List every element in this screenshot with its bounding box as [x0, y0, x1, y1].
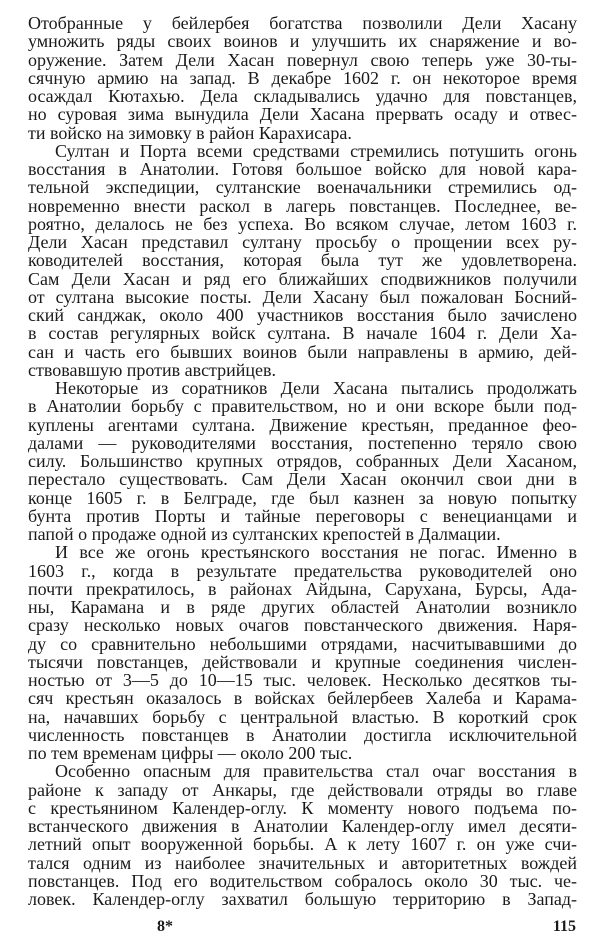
text-line: папой о продаже одной из султанских крепостей в Далмации. — [28, 524, 501, 544]
text-line: сан и часть его бывших воинов были направлены в армию, дей- — [28, 341, 577, 362]
text-line: умножить ряды своих воинов и улучшить их снаряжение и во- — [28, 31, 577, 52]
text-line: тысячи повстанцев, действовали и крупные соединения числен- — [28, 651, 577, 672]
text-line: Отобранные у бейлербея богатства позволили Дели Хасану — [28, 13, 577, 33]
text-line: тельной экспедиции, султанские военачальники стремились од- — [28, 177, 577, 198]
text-line: ны, Карамана и в ряде других областей Анатолии возникло — [28, 597, 577, 617]
text-line: ностью от 3—5 до 10—15 тыс. человек. Несколько десятков ты- — [28, 670, 577, 690]
text-line: перестало существовать. Сам Дели Хасан окончил свои дни в — [28, 469, 577, 490]
text-line: тался одним из наиболее значительных и авторитетных вождей — [28, 852, 577, 873]
signature-mark: 8* — [157, 918, 173, 935]
paragraph — [28, 543, 577, 762]
text-line: повстанцев. Под его водительством собралось около 30 тыс. че- — [28, 870, 577, 891]
text-line: почти прекратилось, в районах Айдына, Сарухана, Бурсы, Ада- — [28, 578, 577, 599]
text-line: Дели Хасан представил султану просьбу о прощении всех ру- — [28, 232, 577, 252]
text-line: по тем временам цифры — около 200 тыс. — [28, 743, 353, 763]
text-line: ду со сравнительно небольшими отрядами, насчитывавшими до — [28, 633, 577, 654]
text-line: встанческого движения в Анатолии Календер-оглу имел десяти- — [28, 816, 577, 836]
paragraph — [28, 762, 577, 908]
text-line: конце 1605 г. в Белграде, где был казнен за новую попытку — [28, 487, 577, 508]
paragraph — [28, 142, 577, 379]
text-line: летний опыт вооруженной борьбы. А к лету 1607 г. он уже счи- — [28, 834, 577, 855]
text-line: ский санджак, около 400 участников восстания было зачислено — [28, 305, 577, 325]
text-line: далами — руководителями восстания, постепенно теряло свою — [28, 432, 577, 453]
paragraph — [28, 379, 577, 543]
text-line: ти войско на зимовку в район Карахисара. — [28, 122, 352, 143]
text-line: Сам Дели Хасан и ряд его ближайших сподвижников получили — [28, 268, 577, 289]
text-line: осаждал Кютахью. Дела складывались удачно для повстанцев, — [28, 86, 577, 106]
text-line: районе к западу от Анкары, где действовали отряды во главе — [28, 779, 577, 800]
text-line: Некоторые из соратников Дели Хасана пытались продолжать — [55, 378, 577, 398]
text-line: оружение. Затем Дели Хасан повернул свою теперь уже 30-ты- — [28, 49, 577, 70]
text-line: восстания в Анатолии. Готовя большое войско для новой кара- — [28, 159, 577, 179]
text-line: роятно, делалось не без успеха. Во всяком случае, летом 1603 г. — [28, 213, 577, 234]
text-line: Особенно опасным для правительства стал очаг восстания в — [55, 761, 577, 782]
text-line: Султан и Порта всеми средствами стремились потушить огонь — [55, 140, 577, 161]
text-line: но суровая зима вынудила Дели Хасана прервать осаду и отвес- — [28, 104, 577, 125]
text-line: сячную армию на запад. В декабре 1602 г. он некоторое время — [28, 67, 577, 88]
text-line: от султана высокие посты. Дели Хасану был пожалован Босний- — [28, 286, 577, 307]
text-line: ловек. Календер-оглу захватил большую территорию в Запад- — [28, 889, 577, 909]
text-line: в Анатолии борьбу с правительством, но и они вскоре были под- — [28, 396, 577, 417]
page-body — [28, 14, 577, 908]
page-number: 115 — [552, 918, 576, 935]
text-line: новременно внести раскол в лагерь повстанцев. Последнее, ве- — [28, 195, 577, 216]
text-line: ствовавшую против австрийцев. — [28, 359, 277, 380]
text-line: силу. Большинство крупных отрядов, собранных Дели Хасаном, — [28, 451, 577, 471]
paragraph — [28, 14, 577, 142]
text-line: с крестьянином Календер-оглу. К моменту нового подъема по- — [28, 797, 577, 818]
text-line: численность повстанцев в Анатолии достигла исключительной — [28, 724, 577, 745]
text-line: в состав регулярных войск султана. В начале 1604 г. Дели Ха- — [28, 323, 577, 344]
text-line: 1603 г., когда в результате предательства руководителей оно — [28, 560, 577, 581]
text-line: куплены агентами султана. Движение крестьян, преданное фео- — [28, 414, 577, 435]
text-line: И все же огонь крестьянского восстания не погас. Именно в — [55, 542, 577, 563]
text-line: сразу несколько новых очагов повстанческого движения. Наря- — [28, 615, 577, 636]
text-line: ководителей восстания, которая была тут же удовлетворена. — [28, 250, 577, 271]
text-line: сяч крестьян оказалось в войсках бейлербеев Халеба и Карама- — [28, 688, 577, 709]
text-line: на, начавших борьбу с центральной властью. В короткий срок — [28, 706, 577, 727]
text-line: бунта против Порты и тайные переговоры с венецианцами и — [28, 505, 577, 526]
